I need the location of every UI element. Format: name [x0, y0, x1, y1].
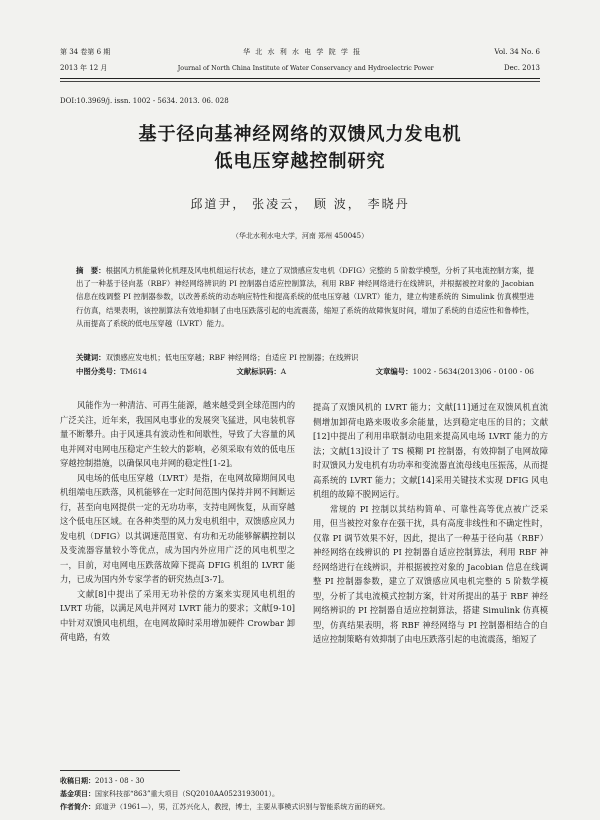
fund-text: 国家科技部“863”重大项目（SQ2010AA0523193001）。: [95, 790, 280, 798]
affiliation: （华北水利水电大学，河南 郑州 450045）: [231, 232, 369, 240]
body-paragraph: 提高了双馈风机的 LVRT 能力；文献[11]通过在双馈风机直流侧增加卸荷电路来吸收多余能量，达到稳定电压的目的；文献[12]中提出了利用串联制动电阻来提高风电场 LVRT 能力的方法；文献[13]设计了 TS 模糊 PI 控制器，有效抑制了电网故障时双馈风力发电机有功功率和变流器直流母线电压振荡，从而提高系统的 LVRT 能力；文献[14]采用关键技术实现 DFIG 风电机组的故障不脱网运行。: [313, 402, 548, 499]
body-paragraph: 风能作为一种清洁、可再生能源，越来越受到全球范围内的广泛关注，近年来，我国风电事业的发展突飞猛进，风电装机容量不断攀升。由于风速具有波动性和间歇性，导致了大容量的风电并网对电网电压稳定产生较大的影响，必须采取有效的低电压穿越控制措施，以确保风电并网的稳定性[1-2]。: [60, 400, 295, 468]
body-column-left: [60, 398, 295, 645]
keywords-label: 关键词：: [76, 353, 106, 362]
article-value: 1002 - 5634(2013)06 - 0100 - 06: [412, 367, 534, 376]
abstract-text: 根据风力机能量转化机理及风电机组运行状态，建立了双馈感应发电机（DFIG）完整的 5 阶数学模型，分析了其电流控制方案，提出了一种基于径向基（RBF）神经网络辨识的 PI 控制器自适应控制算法，利用 RBF 神经网络进行在线辨识，并根据被控对象的 Jacobian 信息在线调整 PI 控制器参数，以改善系统的动态响应特性和提高系统的低电压穿越（LVRT）能力，建立构建系统的 Simulink 仿真模型进行仿真，结果表明，该控制算法有效地抑制了由电压跌落引起的电流震荡，缩短了系统的故障恢复时间，增加了系统的自适应性和鲁棒性，从而提高了系统的低电压穿越（LVRT）能力。: [76, 266, 534, 328]
header-rule-thick: [60, 78, 540, 79]
author-label: 作者简介：: [60, 803, 95, 811]
date-cn: 2013 年 12 月: [60, 64, 108, 72]
title-line-1: 基于径向基神经网络的双馈风力发电机: [138, 124, 462, 145]
journal-name-cn: 华 北 水 利 水 电 学 院 学 报: [243, 48, 362, 56]
fund-label: 基金项目：: [60, 790, 95, 798]
doc-label: 文献标识码：: [236, 367, 281, 376]
keywords: [76, 352, 534, 363]
date-en: Dec. 2013: [504, 64, 540, 72]
classification-row: [76, 366, 534, 377]
header-row-1: [60, 47, 540, 57]
volume-cn: 第 34 卷第 6 期: [60, 48, 111, 56]
doc-code: [236, 366, 286, 377]
title-line-2: 低电压穿越控制研究: [214, 151, 386, 172]
footnote-rule: [60, 770, 180, 771]
doi: DOI:10.3969/j. issn. 1002 - 5634. 2013. 06. 028: [60, 97, 229, 105]
body-paragraph: 常规的 PI 控制以其结构简单、可靠性高等优点被广泛采用，但当被控对象存在强干扰，具有高度非线性和不确定性时，仅靠 PI 调节效果不好，因此，提出了一种基于径向基（RBF）神经网络在线辨识的 PI 控制器自适应控制算法，利用 RBF 神经网络进行在线辨识，并根据被控对象的 Jacobian 信息在线调整 PI 控制器参数，建立了双馈感应风电机完整的 5 阶数学模型，分析了其电流模式控制方案，针对所提出的基于 RBF 神经网络辨识的 PI 控制器自适应控制算法，搭建 Simulink 仿真模型，仿真结果表明，将 RBF 神经网络与 PI 控制器相结合的自适应控制策略有效抑制了由电压跌落引起的电流震荡，缩短了: [313, 503, 548, 644]
clc-label: 中图分类号：: [76, 367, 121, 376]
article-no: [376, 366, 534, 377]
volume-en: Vol. 34 No. 6: [494, 48, 540, 56]
article-label: 文章编号：: [375, 367, 413, 376]
journal-name-en: Journal of North China Institute of Water Conservancy and Hydroelectric Power: [177, 64, 434, 72]
footnote-author: [60, 802, 540, 812]
doc-value: A: [280, 367, 287, 376]
author-text: 邱道尹（1961—），男，江苏兴化人，教授，博士，主要从事模式识别与智能系统方面的研究。: [95, 803, 390, 811]
footnote-fund: [60, 789, 540, 799]
clc-value: TM614: [120, 367, 147, 376]
received-text: 2013 - 08 - 30: [95, 777, 145, 785]
keywords-text: 双馈感应发电机；低电压穿越；RBF 神经网络；自适应 PI 控制器；在线辨识: [105, 353, 359, 362]
header-row-2: [60, 63, 540, 73]
abstract: [76, 264, 534, 330]
footnote-received: [60, 776, 540, 786]
header-rule-thin: [60, 81, 540, 82]
authors: 邱道尹， 张凌云， 顾 波， 李晓丹: [190, 197, 410, 211]
body-paragraph: 风电场的低电压穿越（LVRT）是指，在电网故障期间风电机组端电压跌落，风机能够在一定时间范围内保持并网不间断运行，甚至向电网提供一定的无功功率，支持电网恢复，从而穿越这个低电压区域。在各种类型的风力发电机组中，双馈感应风力发电机（DFIG）以其调速范围宽、有功和无功能够解耦控制以及变流器容量较小等优点，成为国内外应用广泛的风电机型之一，目前，对电网电压跌落故障下提高 DFIG 机组的 LVRT 能力，已成为国内外专家学者的研究热点[3-7]。: [60, 472, 295, 584]
received-label: 收稿日期：: [60, 777, 95, 785]
body-column-right: [313, 400, 548, 647]
body-paragraph: 文献[8]中提出了采用无功补偿的方案来实现风电机组的 LVRT 功能，以满足风电并网对 LVRT 能力的要求；文献[9-10]中针对双馈风电机组，在电网故障时采用增加硬件 Crowbar 卸荷电路，有效: [60, 588, 295, 642]
clc: [76, 366, 147, 377]
abstract-label: 摘 要：: [76, 266, 106, 275]
